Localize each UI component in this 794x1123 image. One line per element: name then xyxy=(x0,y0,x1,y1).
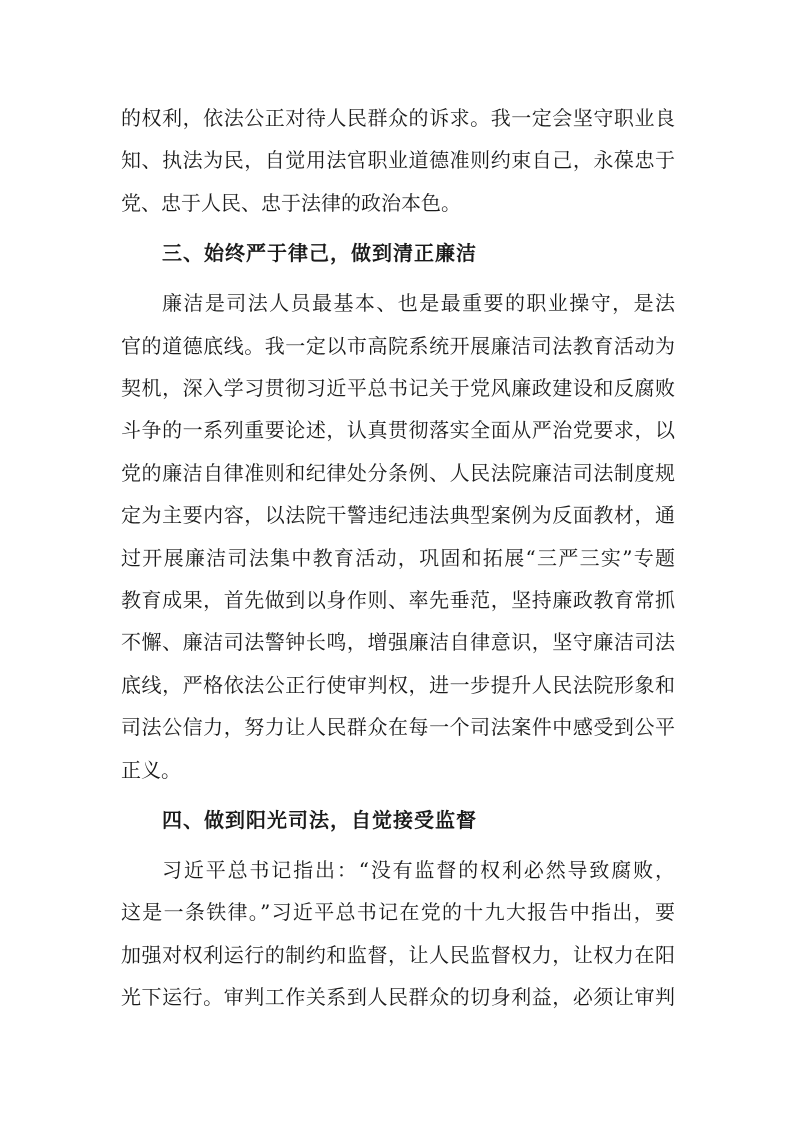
text-line: 斗争的一系列重要论述，认真贯彻落实全面从严治党要求，以 xyxy=(121,418,675,442)
text-line: 知、执法为民，自觉用法官职业道德准则约束自己，永葆忠于 xyxy=(121,148,675,172)
text-line: 不懈、廉洁司法警钟长鸣，增强廉洁自律意识，坚守廉洁司法 xyxy=(121,630,675,654)
text-line: 司法公信力，努力让人民群众在每一个司法案件中感受到公平 xyxy=(121,715,675,739)
text-line: 教育成果，首先做到以身作则、率先垂范，坚持廉政教育常抓 xyxy=(121,588,675,612)
text-line: 党的廉洁自律准则和纪律处分条例、人民法院廉洁司法制度规 xyxy=(121,461,675,485)
text-line: 底线，严格依法公正行使审判权，进一步提升人民法院形象和 xyxy=(121,673,675,697)
text-line: 廉洁是司法人员最基本、也是最重要的职业操守，是法 xyxy=(162,291,675,315)
text-line: 光下运行。审判工作关系到人民群众的切身利益，必须让审判 xyxy=(121,985,675,1009)
section-heading: 三、始终严于律己，做到清正廉洁 xyxy=(162,241,477,265)
text-line: 正义。 xyxy=(121,758,181,782)
text-line: 习近平总书记指出：“没有监督的权利必然导致腐败， xyxy=(162,858,675,882)
text-line: 契机，深入学习贯彻习近平总书记关于党风廉政建设和反腐败 xyxy=(121,376,675,400)
text-line: 这是一条铁律。”习近平总书记在党的十九大报告中指出，要 xyxy=(121,900,675,924)
text-line: 党、忠于人民、忠于法律的政治本色。 xyxy=(121,191,461,215)
text-line: 定为主要内容，以法院干警违纪违法典型案例为反面教材，通 xyxy=(121,503,675,527)
text-line: 加强对权利运行的制约和监督，让人民监督权力，让权力在阳 xyxy=(121,943,675,967)
text-line: 官的道德底线。我一定以市高院系统开展廉洁司法教育活动为 xyxy=(121,334,675,358)
section-heading: 四、做到阳光司法，自觉接受监督 xyxy=(162,808,477,832)
text-line: 的权利，依法公正对待人民群众的诉求。我一定会坚守职业良 xyxy=(121,106,675,130)
text-line: 过开展廉洁司法集中教育活动，巩固和拓展“三严三实”专题 xyxy=(121,546,675,570)
